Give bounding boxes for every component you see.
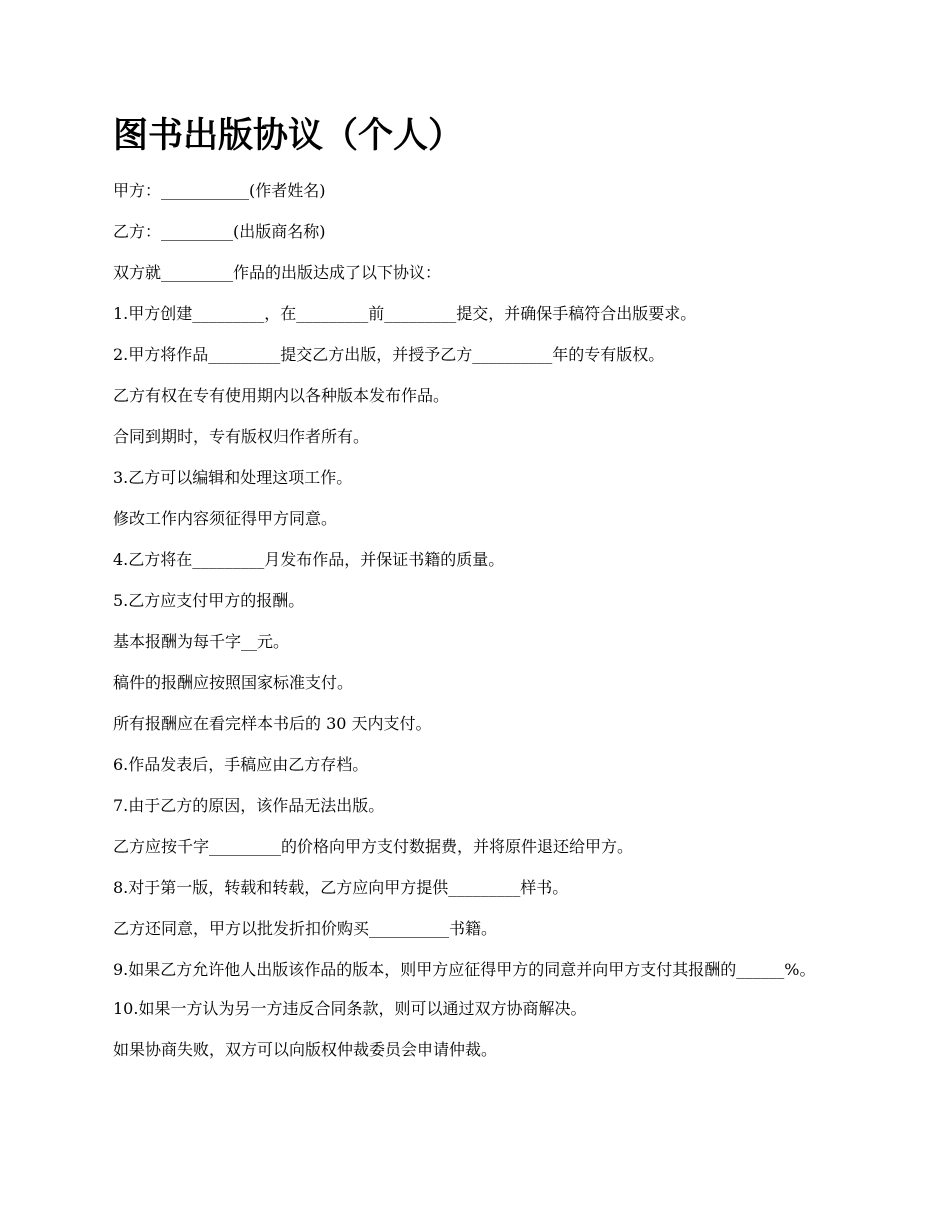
clause-10: 10.如果一方认为另一方违反合同条款，则可以通过双方协商解决。 (113, 999, 587, 1018)
clause-2: 2.甲方将作品_________提交乙方出版，并授予乙方__________年的专有版权。 (113, 345, 665, 364)
document-title: 图书出版协议（个人） (113, 115, 464, 156)
clause-9: 9.如果乙方允许他人出版该作品的版本，则甲方应征得甲方的同意并向甲方支付其报酬的______%。 (113, 960, 816, 979)
agreement-intro: 双方就_________作品的出版达成了以下协议： (113, 263, 442, 282)
clause-7-detail: 乙方应按千字_________的价格向甲方支付数据费，并将原件退还给甲方。 (113, 837, 634, 856)
clause-6: 6.作品发表后，手稿应由乙方存档。 (113, 755, 369, 774)
clause-5-detail-3: 所有报酬应在看完样本书后的 30 天内支付。 (113, 714, 432, 733)
party-b-line: 乙方：_________(出版商名称) (113, 222, 326, 241)
clause-5-detail-1: 基本报酬为每千字__元。 (113, 632, 290, 651)
clause-3: 3.乙方可以编辑和处理这项工作。 (113, 468, 353, 487)
clause-7: 7.由于乙方的原因，该作品无法出版。 (113, 796, 385, 815)
party-a-line: 甲方：___________(作者姓名) (113, 181, 326, 200)
clause-8: 8.对于第一版，转载和转载，乙方应向甲方提供_________样书。 (113, 878, 569, 897)
clause-5: 5.乙方应支付甲方的报酬。 (113, 591, 305, 610)
clause-5-detail-2: 稿件的报酬应按照国家标准支付。 (113, 673, 354, 692)
clause-8-detail: 乙方还同意，甲方以批发折扣价购买__________书籍。 (113, 919, 498, 938)
clause-2-detail-2: 合同到期时，专有版权归作者所有。 (113, 427, 370, 446)
document-body (113, 180, 843, 1080)
clause-4: 4.乙方将在_________月发布作品，并保证书籍的质量。 (113, 550, 505, 569)
clause-3-detail: 修改工作内容须征得甲方同意。 (113, 509, 338, 528)
clause-2-detail-1: 乙方有权在专有使用期内以各种版本发布作品。 (113, 386, 450, 405)
clause-1: 1.甲方创建_________，在_________前_________提交，并确保手稿符合出版要求。 (113, 304, 697, 323)
clause-10-detail: 如果协商失败，双方可以向版权仲裁委员会申请仲裁。 (113, 1040, 498, 1059)
